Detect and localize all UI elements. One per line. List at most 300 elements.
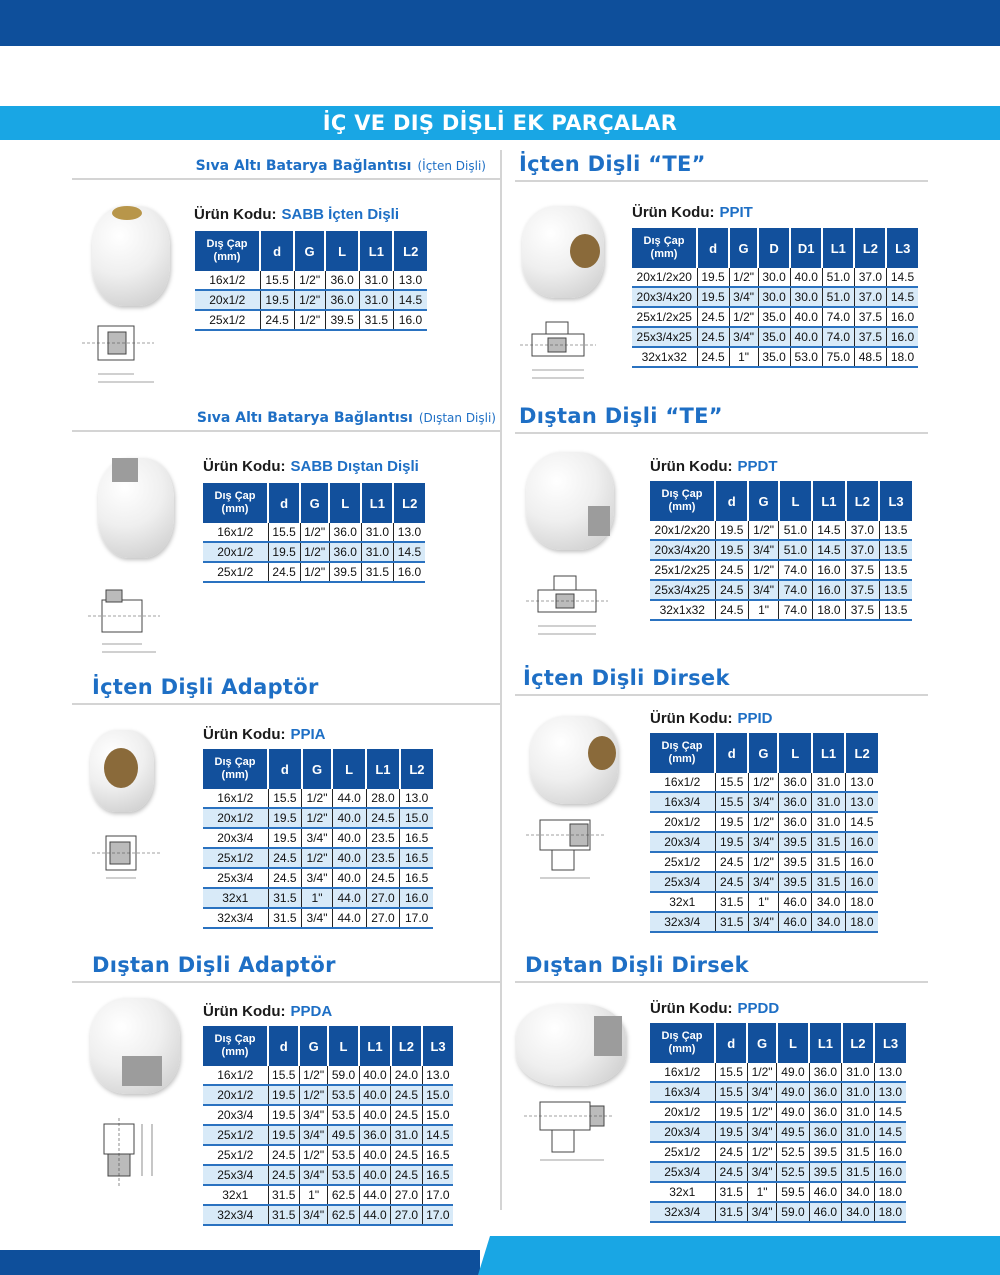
section-subtitle: (Dıştan Dişli) — [418, 411, 496, 425]
table-cell: 31.0 — [361, 542, 393, 562]
table-cell: 25x1/2 — [203, 1145, 268, 1165]
table-row — [203, 562, 425, 582]
table-cell: 24.5 — [391, 1105, 422, 1125]
table-header-cell: d — [268, 483, 300, 523]
product-code: Ürün Kodu: PPIT — [632, 204, 753, 221]
table-cell: 20x1/2 — [203, 1085, 268, 1105]
table-cell: 24.5 — [715, 1162, 747, 1182]
table-header-cell: L1 — [812, 733, 845, 773]
table-row — [650, 773, 878, 792]
table-cell: 19.5 — [268, 542, 300, 562]
table-header-cell: L3 — [422, 1026, 453, 1066]
table-cell: 16x1/2 — [203, 1066, 268, 1085]
table-cell: 34.0 — [842, 1202, 874, 1222]
table-cell: 15.5 — [268, 789, 302, 808]
table-cell: 32x1x32 — [632, 347, 697, 367]
table-cell: 37.5 — [854, 327, 886, 347]
table-cell: 62.5 — [328, 1185, 359, 1205]
table-cell: 36.0 — [809, 1102, 841, 1122]
table-cell: 15.5 — [715, 1063, 747, 1082]
table-row — [650, 1182, 906, 1202]
table-cell: 16x3/4 — [650, 1082, 715, 1102]
table-row — [195, 310, 427, 330]
table-row — [632, 327, 918, 347]
table-header-cell: L2 — [400, 749, 433, 789]
table-cell: 16.0 — [845, 832, 878, 852]
table-cell: 24.5 — [697, 327, 729, 347]
section-underline — [72, 981, 500, 983]
table-cell: 3/4" — [302, 908, 332, 928]
table-cell: 25x1/2 — [195, 310, 260, 330]
table-cell: 18.0 — [845, 892, 878, 912]
table-cell: 74.0 — [779, 600, 812, 620]
table-cell: 35.0 — [758, 347, 790, 367]
table-cell: 74.0 — [822, 307, 854, 327]
section-ppdd-title — [515, 953, 928, 983]
table-cell: 24.5 — [391, 1085, 422, 1105]
table-cell: 31.5 — [842, 1142, 874, 1162]
table-cell: 36.0 — [778, 812, 811, 832]
table-cell: 20x1/2 — [195, 290, 260, 310]
table-row — [650, 521, 912, 540]
table-cell: 32x3/4 — [203, 1205, 268, 1225]
table-cell: 13.0 — [845, 792, 878, 812]
technical-drawing-ppit — [516, 312, 600, 386]
table-header-cell: L2 — [393, 483, 425, 523]
table-header-row — [650, 1023, 906, 1063]
table-cell: 14.5 — [812, 540, 845, 560]
table-row — [650, 600, 912, 620]
technical-drawing-ppda — [86, 1116, 176, 1192]
table-cell: 14.5 — [393, 290, 427, 310]
table-cell: 24.5 — [260, 310, 294, 330]
table-cell: 40.0 — [359, 1145, 390, 1165]
table-cell: 24.5 — [366, 868, 400, 888]
table-cell: 49.5 — [328, 1125, 359, 1145]
table-cell: 44.0 — [332, 789, 366, 808]
table-header-cell: D1 — [790, 228, 822, 268]
table-cell: 3/4" — [729, 287, 758, 307]
section-ppit-title — [515, 152, 928, 182]
table-cell: 24.5 — [268, 868, 302, 888]
table-header-cell: Dış Çap (mm) — [203, 483, 268, 523]
table-cell: 1/2" — [300, 523, 329, 542]
table-cell: 19.5 — [268, 828, 302, 848]
table-cell: 20x3/4x20 — [632, 287, 697, 307]
table-header-cell: d — [715, 733, 748, 773]
table-header-cell: L1 — [812, 481, 845, 521]
table-cell: 49.0 — [777, 1102, 809, 1122]
table-cell: 39.5 — [809, 1142, 841, 1162]
table-cell: 52.5 — [777, 1142, 809, 1162]
table-cell: 19.5 — [715, 1102, 747, 1122]
table-cell: 1/2" — [294, 310, 325, 330]
table-cell: 20x3/4 — [203, 828, 268, 848]
section-underline — [72, 178, 500, 180]
table-cell: 31.5 — [812, 852, 845, 872]
table-header-cell: Dış Çap (mm) — [195, 231, 260, 271]
table-cell: 25x1/2 — [650, 852, 715, 872]
table-header-cell: L3 — [874, 1023, 906, 1063]
table-header-cell: L — [778, 733, 811, 773]
table-header-cell: Dış Çap (mm) — [650, 481, 715, 521]
table-cell: 40.0 — [332, 828, 366, 848]
table-cell: 20x1/2x20 — [632, 268, 697, 287]
table-cell: 1/2" — [748, 773, 778, 792]
table-cell: 37.0 — [854, 287, 886, 307]
section-title: İçten Dişli Adaptör — [92, 675, 319, 699]
table-cell: 15.5 — [268, 1066, 299, 1085]
table-cell: 31.5 — [715, 1182, 747, 1202]
table-cell: 74.0 — [822, 327, 854, 347]
table-cell: 31.5 — [715, 912, 748, 932]
section-ppid-title — [515, 666, 928, 696]
table-row — [203, 1085, 453, 1105]
table-header-cell: d — [260, 231, 294, 271]
table-cell: 1/2" — [748, 852, 778, 872]
table-header-cell: D — [758, 228, 790, 268]
table-cell: 40.0 — [359, 1105, 390, 1125]
table-cell: 16x1/2 — [203, 523, 268, 542]
technical-drawing-ppid — [522, 810, 612, 886]
table-cell: 24.5 — [366, 808, 400, 828]
table-cell: 16.5 — [400, 828, 433, 848]
table-cell: 15.5 — [260, 271, 294, 290]
table-header-row — [632, 228, 918, 268]
table-cell: 46.0 — [778, 892, 811, 912]
table-row — [632, 307, 918, 327]
table-row — [650, 792, 878, 812]
table-cell: 3/4" — [747, 1162, 776, 1182]
product-photo-ppia — [90, 730, 154, 812]
spec-table-ppid — [650, 733, 878, 933]
table-header-cell: L2 — [845, 733, 878, 773]
table-row — [650, 540, 912, 560]
table-row — [195, 290, 427, 310]
table-cell: 16.0 — [400, 888, 433, 908]
table-cell: 15.5 — [268, 523, 300, 542]
table-cell: 40.0 — [359, 1066, 390, 1085]
table-cell: 16.5 — [400, 868, 433, 888]
table-cell: 18.0 — [845, 912, 878, 932]
table-cell: 37.0 — [846, 521, 879, 540]
product-code-value: PPIA — [290, 726, 326, 743]
table-cell: 53.5 — [328, 1165, 359, 1185]
table-cell: 31.5 — [268, 908, 302, 928]
table-cell: 19.5 — [697, 268, 729, 287]
table-cell: 23.5 — [366, 848, 400, 868]
product-code-value: PPIT — [719, 204, 753, 221]
table-cell: 32x3/4 — [650, 912, 715, 932]
table-cell: 3/4" — [748, 540, 778, 560]
table-cell: 1/2" — [748, 812, 778, 832]
table-cell: 19.5 — [268, 1125, 299, 1145]
section-underline — [515, 432, 928, 434]
table-cell: 20x1/2 — [650, 812, 715, 832]
brass-thread-icon — [112, 206, 142, 220]
table-cell: 40.0 — [359, 1085, 390, 1105]
table-cell: 31.5 — [715, 892, 748, 912]
table-header-row — [203, 1026, 453, 1066]
table-cell: 16x1/2 — [650, 1063, 715, 1082]
table-row — [195, 271, 427, 290]
brass-thread-icon — [588, 736, 616, 770]
table-header-row — [650, 733, 878, 773]
table-cell: 31.0 — [842, 1082, 874, 1102]
table-cell: 1" — [729, 347, 758, 367]
table-cell: 18.0 — [874, 1202, 906, 1222]
footer-bar-light — [478, 1236, 1000, 1275]
table-cell: 31.0 — [842, 1102, 874, 1122]
product-code: Ürün Kodu: PPDA — [203, 1003, 333, 1020]
section-subtitle: (İçten Dişli) — [417, 159, 486, 173]
table-cell: 15.0 — [422, 1105, 453, 1125]
table-header-cell: L1 — [361, 483, 393, 523]
table-cell: 31.5 — [359, 310, 393, 330]
product-code-value: PPDA — [290, 1003, 333, 1020]
product-code-value: SABB İçten Dişli — [281, 206, 400, 223]
table-cell: 16x1/2 — [195, 271, 260, 290]
table-cell: 44.0 — [332, 888, 366, 908]
table-cell: 31.5 — [715, 1202, 747, 1222]
section-title: Sıva Altı Batarya Bağlantısı — [196, 410, 413, 426]
product-code: Ürün Kodu: SABB Dıştan Dişli — [203, 458, 419, 475]
table-cell: 24.5 — [268, 1145, 299, 1165]
table-cell: 16.5 — [422, 1165, 453, 1185]
table-row — [650, 892, 878, 912]
table-row — [650, 1063, 906, 1082]
table-cell: 15.5 — [715, 773, 748, 792]
table-cell: 24.5 — [268, 562, 300, 582]
spec-table-ppdd — [650, 1023, 906, 1223]
table-cell: 37.5 — [846, 580, 879, 600]
table-cell: 35.0 — [758, 327, 790, 347]
table-row — [203, 1205, 453, 1225]
table-cell: 14.5 — [886, 268, 918, 287]
table-cell: 3/4" — [747, 1122, 776, 1142]
spec-table-ppdt — [650, 481, 912, 621]
table-cell: 25x1/2x25 — [650, 560, 715, 580]
table-cell: 49.0 — [777, 1063, 809, 1082]
table-cell: 75.0 — [822, 347, 854, 367]
table-cell: 19.5 — [260, 290, 294, 310]
table-header-cell: d — [715, 1023, 747, 1063]
table-header-cell: L1 — [359, 1026, 390, 1066]
table-cell: 44.0 — [332, 908, 366, 928]
table-header-cell: L — [777, 1023, 809, 1063]
table-cell: 3/4" — [302, 868, 332, 888]
table-cell: 36.0 — [359, 1125, 390, 1145]
table-cell: 13.0 — [400, 789, 433, 808]
table-cell: 3/4" — [299, 1125, 327, 1145]
table-cell: 1/2" — [748, 560, 778, 580]
section-title: Dıştan Dişli Adaptör — [92, 953, 336, 977]
table-header-cell: L3 — [886, 228, 918, 268]
table-cell: 16.0 — [886, 307, 918, 327]
table-cell: 32x1 — [203, 888, 268, 908]
table-cell: 1/2" — [299, 1085, 327, 1105]
table-cell: 24.5 — [715, 580, 748, 600]
table-cell: 20x3/4 — [650, 832, 715, 852]
table-cell: 20x1/2 — [203, 542, 268, 562]
table-cell: 16x1/2 — [203, 789, 268, 808]
table-cell: 14.5 — [886, 287, 918, 307]
table-cell: 74.0 — [779, 580, 812, 600]
table-cell: 46.0 — [778, 912, 811, 932]
table-header-cell: L1 — [809, 1023, 841, 1063]
table-cell: 27.0 — [366, 888, 400, 908]
table-cell: 36.0 — [809, 1063, 841, 1082]
table-cell: 16.5 — [400, 848, 433, 868]
top-header-bar — [0, 0, 1000, 46]
table-row — [203, 868, 433, 888]
table-cell: 1" — [748, 892, 778, 912]
table-cell: 19.5 — [715, 521, 748, 540]
table-header-cell: G — [748, 481, 778, 521]
table-row — [203, 1145, 453, 1165]
table-cell: 24.5 — [391, 1145, 422, 1165]
table-cell: 18.0 — [874, 1182, 906, 1202]
table-cell: 32x3/4 — [203, 908, 268, 928]
table-header-cell: Dış Çap (mm) — [203, 749, 268, 789]
table-cell: 53.5 — [328, 1145, 359, 1165]
section-underline — [515, 180, 928, 182]
table-cell: 16.0 — [812, 560, 845, 580]
table-cell: 16.0 — [393, 562, 425, 582]
table-cell: 3/4" — [729, 327, 758, 347]
table-cell: 27.0 — [391, 1205, 422, 1225]
table-cell: 31.0 — [812, 792, 845, 812]
table-header-cell: Dış Çap (mm) — [203, 1026, 268, 1066]
table-cell: 19.5 — [715, 812, 748, 832]
metal-thread-icon — [112, 458, 138, 482]
table-cell: 51.0 — [779, 521, 812, 540]
table-cell: 18.0 — [886, 347, 918, 367]
table-header-cell: G — [294, 231, 325, 271]
table-cell: 31.5 — [842, 1162, 874, 1182]
table-cell: 16.0 — [845, 852, 878, 872]
table-cell: 20x3/4 — [203, 1105, 268, 1125]
table-cell: 24.5 — [715, 872, 748, 892]
section-title: Dıştan Dişli “TE” — [519, 404, 723, 428]
technical-drawing-sabb-distan — [84, 586, 168, 658]
table-cell: 46.0 — [809, 1202, 841, 1222]
table-cell: 3/4" — [747, 1082, 776, 1102]
table-cell: 16.0 — [874, 1162, 906, 1182]
footer-bar-dark — [0, 1250, 480, 1275]
table-cell: 30.0 — [790, 287, 822, 307]
table-cell: 25x3/4x25 — [632, 327, 697, 347]
section-sabb-icten-title — [72, 158, 500, 180]
brass-thread-icon — [104, 748, 138, 788]
table-cell: 1/2" — [729, 268, 758, 287]
metal-thread-icon — [594, 1016, 622, 1056]
table-cell: 3/4" — [302, 828, 332, 848]
table-header-row — [203, 749, 433, 789]
table-row — [650, 912, 878, 932]
product-photo-ppdd — [516, 1004, 626, 1086]
table-cell: 51.0 — [822, 287, 854, 307]
table-cell: 24.5 — [715, 560, 748, 580]
table-cell: 35.0 — [758, 307, 790, 327]
technical-drawing-ppia — [88, 826, 172, 888]
section-title: İçten Dişli “TE” — [519, 152, 706, 176]
table-cell: 39.5 — [778, 852, 811, 872]
table-row — [632, 347, 918, 367]
table-row — [203, 542, 425, 562]
table-cell: 13.5 — [879, 580, 912, 600]
table-header-cell: d — [268, 1026, 299, 1066]
section-title: İçten Dişli Dirsek — [523, 666, 730, 690]
product-code-value: PPID — [737, 710, 773, 727]
product-photo-sabb-icten — [92, 206, 170, 306]
table-cell: 3/4" — [299, 1105, 327, 1125]
table-cell: 37.0 — [854, 268, 886, 287]
technical-drawing-sabb-icten — [78, 318, 162, 388]
product-code: Ürün Kodu: PPID — [650, 710, 773, 727]
spec-table-ppda — [203, 1026, 453, 1226]
table-cell: 40.0 — [790, 327, 822, 347]
table-cell: 74.0 — [779, 560, 812, 580]
table-cell: 39.5 — [325, 310, 359, 330]
table-cell: 16.0 — [812, 580, 845, 600]
table-header-cell: L — [779, 481, 812, 521]
product-code-value: PPDD — [737, 1000, 780, 1017]
table-row — [650, 1142, 906, 1162]
table-header-row — [650, 481, 912, 521]
table-cell: 36.0 — [325, 271, 359, 290]
product-code-value: SABB Dıştan Dişli — [290, 458, 419, 475]
table-cell: 25x1/2x25 — [632, 307, 697, 327]
table-cell: 53.5 — [328, 1105, 359, 1125]
table-cell: 31.0 — [812, 773, 845, 792]
section-underline — [515, 694, 928, 696]
table-cell: 40.0 — [332, 868, 366, 888]
table-row — [632, 268, 918, 287]
table-cell: 49.0 — [777, 1082, 809, 1102]
table-cell: 20x1/2 — [203, 808, 268, 828]
section-underline — [72, 703, 500, 705]
table-row — [650, 580, 912, 600]
table-cell: 31.0 — [359, 290, 393, 310]
table-cell: 31.0 — [359, 271, 393, 290]
table-header-cell: L — [328, 1026, 359, 1066]
table-cell: 24.5 — [697, 307, 729, 327]
page-banner-title: İÇ VE DIŞ DİŞLİ EK PARÇALAR — [0, 106, 1000, 140]
table-cell: 1/2" — [299, 1145, 327, 1165]
table-cell: 3/4" — [748, 912, 778, 932]
product-code: Ürün Kodu: SABB İçten Dişli — [194, 206, 400, 223]
table-header-cell: Dış Çap (mm) — [650, 1023, 715, 1063]
table-cell: 15.0 — [400, 808, 433, 828]
table-cell: 1" — [747, 1182, 776, 1202]
table-cell: 27.0 — [391, 1185, 422, 1205]
spec-table-ppia — [203, 749, 433, 929]
table-header-cell: G — [302, 749, 332, 789]
table-row — [650, 852, 878, 872]
table-cell: 39.5 — [809, 1162, 841, 1182]
table-cell: 51.0 — [779, 540, 812, 560]
table-cell: 13.0 — [393, 271, 427, 290]
table-cell: 1/2" — [747, 1063, 776, 1082]
table-cell: 36.0 — [809, 1122, 841, 1142]
table-row — [203, 808, 433, 828]
table-cell: 20x1/2x20 — [650, 521, 715, 540]
table-cell: 37.5 — [846, 600, 879, 620]
table-cell: 44.0 — [359, 1185, 390, 1205]
section-ppdt-title — [515, 404, 928, 434]
table-header-cell: Dış Çap (mm) — [650, 733, 715, 773]
